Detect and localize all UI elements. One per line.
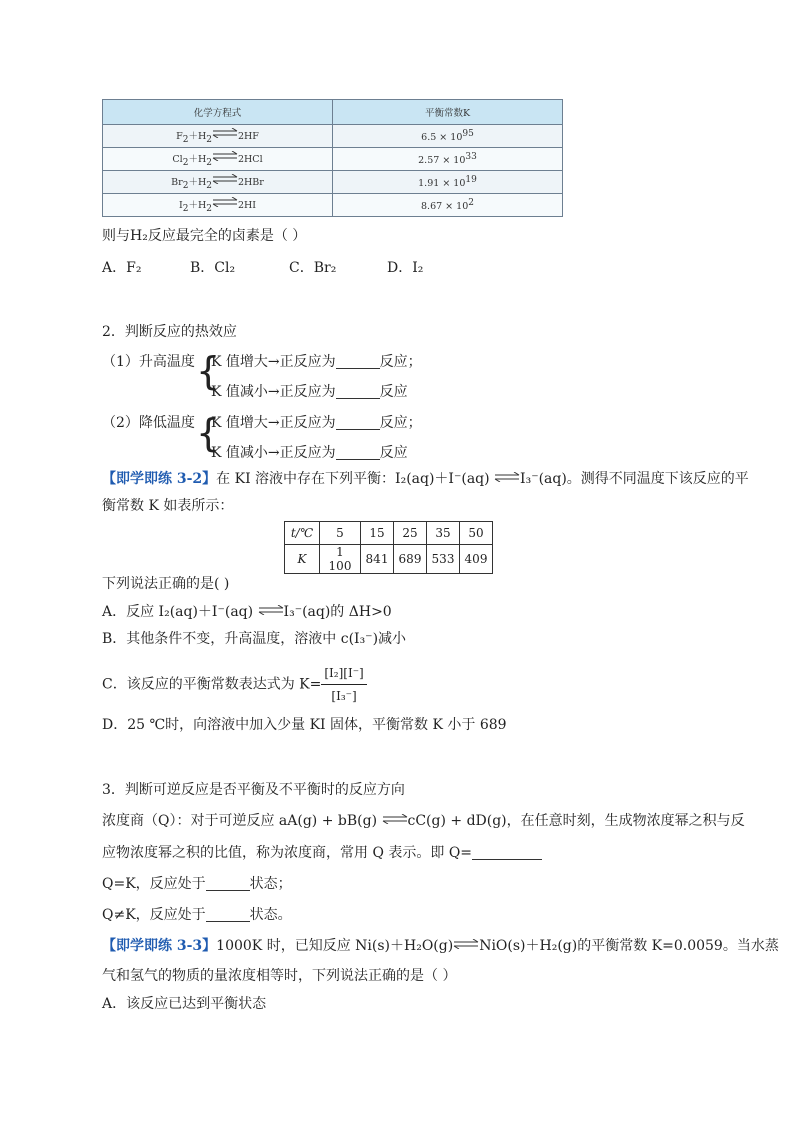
- k-exponent: 2: [468, 197, 474, 208]
- answer-blank[interactable]: [206, 876, 250, 891]
- equilibrium-arrow-icon: [212, 151, 238, 161]
- equilibrium-arrow-icon: [212, 128, 238, 138]
- brace-icon: {: [196, 411, 221, 455]
- brace-icon: {: [196, 349, 221, 393]
- lower-k-down: [211, 443, 408, 463]
- answer-blank[interactable]: [336, 415, 380, 430]
- reactant-halogen: Br: [171, 176, 183, 188]
- ex33-text1a: 1000K 时，已知反应 Ni(s)＋H₂O(g): [216, 938, 454, 954]
- sec3-line3a: Q=K，反应处于: [102, 876, 206, 892]
- k-down-text: K 值减小→正反应为: [211, 445, 336, 461]
- reactant-halogen: Cl: [172, 153, 183, 165]
- ex32-question: 下列说法正确的是( ): [102, 576, 230, 592]
- equilibrium-arrow-icon: [453, 939, 479, 949]
- q1-option-c: C．Br₂: [289, 260, 337, 276]
- ex32-option-c: [102, 663, 367, 706]
- halogen-constant-table: [102, 99, 563, 217]
- k-expression-fraction: [321, 663, 366, 706]
- equilibrium-arrow-icon: [258, 605, 284, 615]
- k-value: 6.5 × 10: [421, 132, 463, 144]
- equilibrium-arrow-icon: [382, 814, 408, 824]
- product: 2HI: [237, 199, 257, 211]
- ex32-line2: 衡常数 K 如表所示：: [102, 498, 234, 514]
- table-header-k: [333, 100, 563, 125]
- sec3-line1b: cC(g) + dD(g)，在任意时刻，生成物浓度幂之积与反: [407, 813, 745, 829]
- k-exponent: 19: [465, 174, 477, 185]
- section-2-title: 2．判断反应的热效应: [102, 324, 237, 340]
- k-cell: 689: [394, 545, 427, 574]
- sec3-line4a: Q≠K，反应处于: [102, 907, 206, 923]
- table-row: $F_2+H_2$ 2HF $6.5 \times 10^{95}$: [103, 125, 563, 148]
- answer-blank[interactable]: [206, 907, 250, 922]
- answer-blank[interactable]: [336, 354, 380, 369]
- sec3-line2: [102, 843, 542, 863]
- sec3-line2-text: 应物浓度幂之积的比值，称为浓度商，常用 Q 表示。即 Q=: [102, 845, 473, 861]
- temp-cell: 50: [460, 522, 493, 545]
- raise-k-up: [211, 352, 422, 372]
- ex33-line2: 气和氢气的物质的量浓度相等时，下列说法正确的是（ ）: [102, 968, 457, 984]
- sec3-line1: [102, 811, 745, 831]
- q1-stem: 则与H₂反应最完全的卤素是（ ）: [102, 228, 307, 244]
- ex32-text1: 在 KI 溶液中存在下列平衡：I₂(aq)＋I⁻(aq): [216, 471, 495, 487]
- section-3-title: 3．判断可逆反应是否平衡及不平衡时的反应方向: [102, 782, 405, 798]
- ex32-tag: 【即学即练 3-2】: [102, 471, 217, 487]
- table-row: [285, 545, 493, 574]
- k-value: 2.57 × 10: [418, 155, 466, 167]
- table-row: $I_2+H_2$ 2HI $8.67 \times 10^2$: [103, 194, 563, 217]
- k-value: 1.91 × 10: [418, 178, 466, 190]
- option-a-text-2: I₃⁻(aq)的 ΔH>0: [283, 604, 392, 620]
- table-row: $Cl_2+H_2$ 2HCl $2.57 \times 10^{33}$: [103, 148, 563, 171]
- raise-temp-label: （1）升高温度: [102, 354, 195, 370]
- ex32-option-a: [102, 602, 392, 622]
- temp-cell: 5: [320, 522, 361, 545]
- lower-k-up: [211, 413, 422, 433]
- ex32-option-b: B．其他条件不变，升高温度，溶液中 c(I₃⁻)减小: [102, 631, 407, 647]
- k-down-text: K 值减小→正反应为: [211, 384, 336, 400]
- product: 2HBr: [237, 176, 264, 188]
- temp-cell: 35: [427, 522, 460, 545]
- reactant-halogen: I: [178, 199, 183, 211]
- answer-blank[interactable]: [472, 845, 542, 860]
- k-up-text: K 值增大→正反应为: [211, 354, 336, 370]
- answer-blank[interactable]: [336, 384, 380, 399]
- table-row: $Br_2+H_2$ 2HBr $1.91 \times 10^{19}$: [103, 171, 563, 194]
- temp-cell: 25: [394, 522, 427, 545]
- ex32-line1: [102, 469, 749, 489]
- k-exponent: 33: [465, 151, 477, 162]
- q1-option-d: D．I₂: [387, 260, 424, 276]
- equilibrium-arrow-icon: [212, 197, 238, 207]
- table-header-k-label: 平衡常数K: [424, 108, 471, 119]
- answer-blank[interactable]: [336, 445, 380, 460]
- raise-k-down: [211, 382, 408, 402]
- tail-text: 反应；: [379, 415, 422, 431]
- fraction-numerator: [I₂][I⁻]: [321, 663, 366, 685]
- q1-option-b: B．Cl₂: [190, 260, 236, 276]
- equilibrium-arrow-icon: [212, 174, 238, 184]
- sec3-line3b: 状态；: [249, 876, 292, 892]
- k-exponent: 95: [462, 128, 474, 139]
- table-row: [285, 522, 493, 545]
- sec3-line4: [102, 905, 292, 925]
- ex32-text1b: I₃⁻(aq)。测得不同温度下该反应的平: [520, 471, 749, 487]
- ex33-text1b: NiO(s)＋H₂(g)的平衡常数 K=0.0059。当水蒸: [479, 938, 779, 954]
- tail-text: 反应: [379, 384, 408, 400]
- k-cell: 1 100: [320, 545, 361, 574]
- t-header: t/℃: [285, 522, 320, 545]
- ex33-option-a: A．该反应已达到平衡状态: [102, 996, 267, 1012]
- ex32-option-d: D．25 ℃时，向溶液中加入少量 KI 固体，平衡常数 K 小于 689: [102, 717, 507, 733]
- equilibrium-arrow-icon: [494, 472, 520, 482]
- tail-text: 反应: [379, 445, 408, 461]
- temp-cell: 15: [361, 522, 394, 545]
- table-header-equation: 化学方程式: [103, 100, 333, 125]
- sec3-line3: [102, 874, 292, 894]
- fraction-denominator: [I₃⁻]: [331, 689, 357, 703]
- option-a-text: A．反应 I₂(aq)＋I⁻(aq): [102, 604, 258, 620]
- k-value: 8.67 × 10: [421, 201, 469, 213]
- product: 2HCl: [237, 153, 263, 165]
- ex33-line1: [102, 936, 779, 956]
- sec3-line4b: 状态。: [249, 907, 292, 923]
- k-cell: 841: [361, 545, 394, 574]
- temperature-k-table: [284, 521, 493, 574]
- lower-temp-label: （2）降低温度: [102, 415, 195, 431]
- ex33-tag: 【即学即练 3-3】: [102, 938, 217, 954]
- sec3-line1a: 浓度商（Q）：对于可逆反应 aA(g) + bB(g): [102, 813, 382, 829]
- k-cell: 409: [460, 545, 493, 574]
- option-c-text: C．该反应的平衡常数表达式为 K=: [102, 676, 322, 693]
- product: 2HF: [237, 130, 259, 142]
- tail-text: 反应；: [379, 354, 422, 370]
- reactant-halogen: F: [176, 130, 183, 142]
- k-cell: 533: [427, 545, 460, 574]
- k-header: K: [285, 545, 320, 574]
- q1-option-a: A．F₂: [102, 260, 142, 276]
- k-up-text: K 值增大→正反应为: [211, 415, 336, 431]
